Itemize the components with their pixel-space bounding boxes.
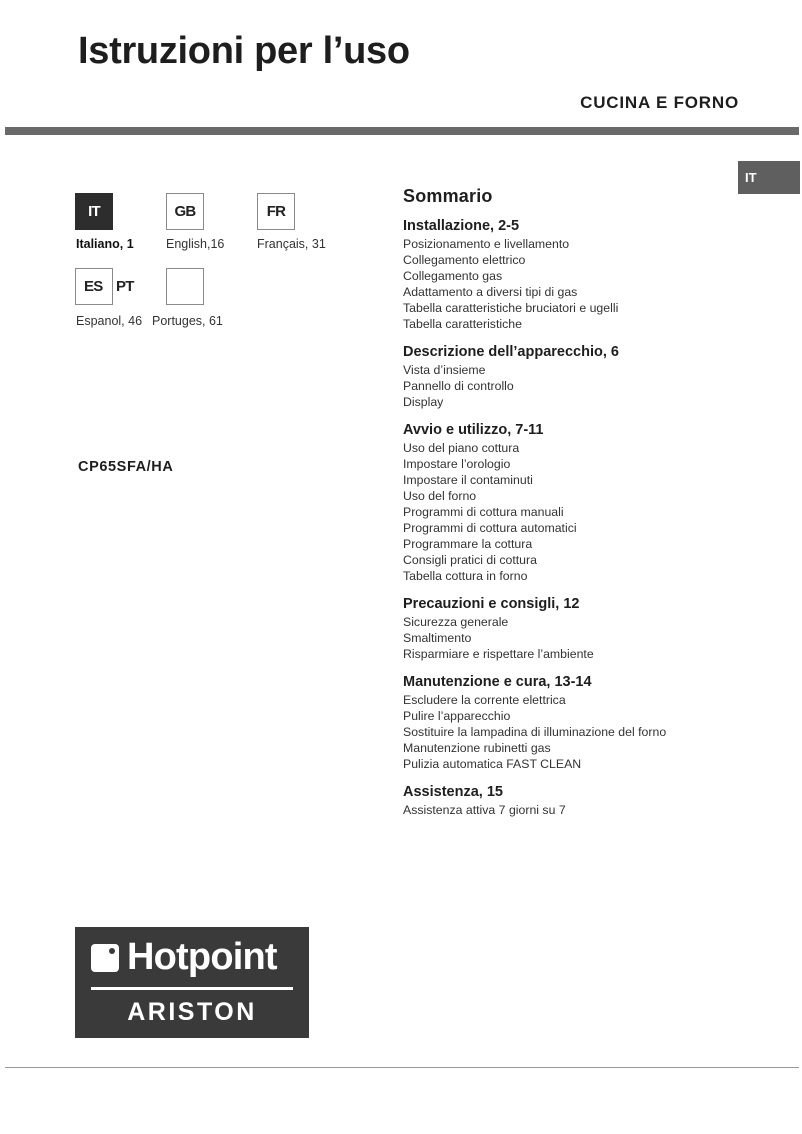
page-title: Istruzioni per l’uso xyxy=(78,30,410,72)
toc-item: Adattamento a diversi tipi di gas xyxy=(403,285,578,299)
toc-item: Sicurezza generale xyxy=(403,615,509,629)
toc-item: Tabella cottura in forno xyxy=(403,569,528,583)
logo-divider xyxy=(91,987,293,990)
brand-logo xyxy=(75,927,309,1038)
lang-box-empty xyxy=(166,268,204,305)
toc-item: Risparmiare e rispettare l’ambiente xyxy=(403,647,594,661)
toc-section xyxy=(403,595,733,662)
toc-item: Tabella caratteristiche bruciatori e ugelli xyxy=(403,301,619,315)
lang-code-es: ES xyxy=(84,278,103,295)
toc-item: Escludere la corrente elettrica xyxy=(403,693,566,707)
logo-mark-icon xyxy=(91,944,119,972)
toc-item: Impostare il contaminuti xyxy=(403,473,533,487)
toc-section-title: Descrizione dell’apparecchio, 6 xyxy=(403,344,619,360)
toc-item: Uso del forno xyxy=(403,489,477,503)
lang-box-it: IT xyxy=(75,193,113,230)
toc-item: Collegamento elettrico xyxy=(403,253,526,267)
toc-section-title: Avvio e utilizzo, 7-11 xyxy=(403,422,544,438)
toc-heading: Sommario xyxy=(403,186,493,206)
toc-item: Uso del piano cottura xyxy=(403,441,520,455)
toc-section-title: Precauzioni e consigli, 12 xyxy=(403,596,580,612)
logo-brand-text: Hotpoint xyxy=(127,936,277,978)
toc-item: Consigli pratici di cottura xyxy=(403,553,537,567)
toc-item: Smaltimento xyxy=(403,631,472,645)
lang-label-fr: Français, 31 xyxy=(257,237,326,251)
lang-label-it: Italiano, 1 xyxy=(76,237,134,251)
toc-section xyxy=(403,783,733,818)
language-tab: IT xyxy=(738,161,800,194)
table-of-contents xyxy=(403,186,733,829)
header-divider xyxy=(5,127,799,135)
toc-item: Assistenza attiva 7 giorni su 7 xyxy=(403,803,566,817)
toc-section xyxy=(403,343,733,410)
toc-item: Manutenzione rubinetti gas xyxy=(403,741,551,755)
lang-code-pt: PT xyxy=(116,278,134,295)
toc-section-title: Installazione, 2-5 xyxy=(403,218,520,234)
toc-section xyxy=(403,421,733,584)
toc-item: Pannello di controllo xyxy=(403,379,514,393)
toc-item: Sostituire la lampadina di illuminazione del forno xyxy=(403,725,667,739)
toc-item: Display xyxy=(403,395,444,409)
toc-sections xyxy=(403,217,733,818)
lang-label-pt: Portuges, 61 xyxy=(152,314,223,328)
toc-item: Posizionamento e livellamento xyxy=(403,237,570,251)
page-subtitle: CUCINA E FORNO xyxy=(580,93,739,112)
lang-label-es: Espanol, 46 xyxy=(76,314,143,328)
model-number: CP65SFA/HA xyxy=(78,459,174,475)
toc-item: Programmi di cottura automatici xyxy=(403,521,577,535)
toc-section xyxy=(403,673,733,772)
lang-label-gb: English,16 xyxy=(166,237,225,251)
toc-item: Pulizia automatica FAST CLEAN xyxy=(403,757,582,771)
toc-section-title: Manutenzione e cura, 13-14 xyxy=(403,674,592,690)
lang-box-es xyxy=(75,268,113,305)
toc-item: Tabella caratteristiche xyxy=(403,317,522,331)
toc-item: Pulire l’apparecchio xyxy=(403,709,511,723)
toc-section xyxy=(403,217,733,332)
toc-item: Collegamento gas xyxy=(403,269,503,283)
logo-sub-text: ARISTON xyxy=(127,998,257,1026)
lang-box-fr: FR xyxy=(257,193,295,230)
toc-item: Vista d’insieme xyxy=(403,363,486,377)
footer-divider xyxy=(5,1067,799,1068)
toc-item: Impostare l’orologio xyxy=(403,457,511,471)
toc-section-title: Assistenza, 15 xyxy=(403,784,503,800)
toc-item: Programmare la cottura xyxy=(403,537,533,551)
lang-box-gb: GB xyxy=(166,193,204,230)
toc-item: Programmi di cottura manuali xyxy=(403,505,564,519)
